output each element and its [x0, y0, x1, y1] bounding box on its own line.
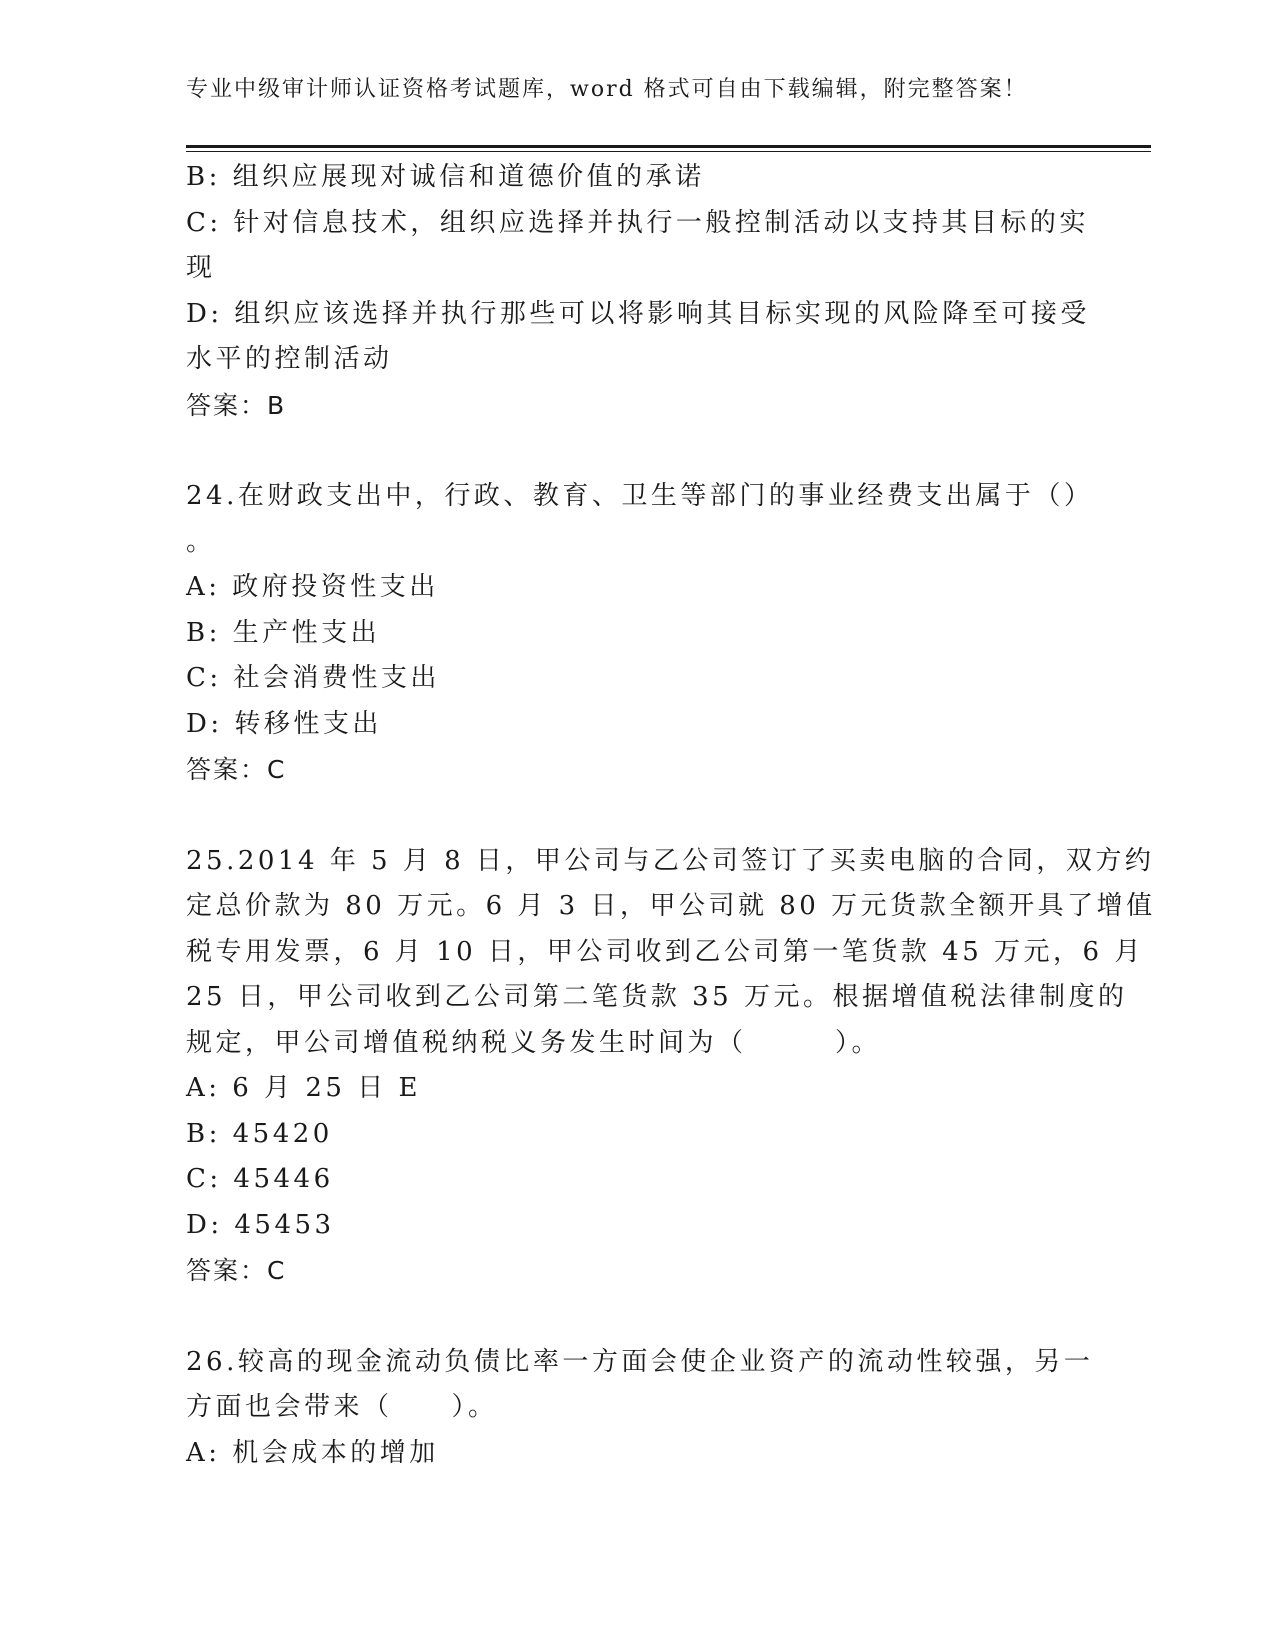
q25-stem-line4: 25 日，甲公司收到乙公司第二笔货款 35 万元。根据增值税法律制度的: [186, 982, 1128, 1012]
q26-stem-line2: 方面也会带来（ ）。: [186, 1392, 498, 1422]
q24-stem-line1: 24.在财政支出中，行政、教育、卫生等部门的事业经费支出属于（）: [186, 481, 1094, 511]
q25-option-c: C: 45446: [186, 1164, 334, 1194]
q25-stem-line3: 税专用发票，6 月 10 日，甲公司收到乙公司第一笔货款 45 万元，6 月: [186, 936, 1144, 967]
header-rule-thick: [186, 145, 1151, 148]
question-23: [186, 155, 1090, 428]
q25-stem-line5: 规定，甲公司增值税纳税义务发生时间为（ ）。: [186, 1027, 882, 1058]
spacer: [186, 428, 1086, 474]
q23-option-d-line2: 水平的控制活动: [186, 344, 393, 374]
q25-stem-line2: 定总价款为 80 万元。6 月 3 日，甲公司就 80 万元货款全额开具了增值: [186, 891, 1156, 921]
q25-stem-line1: 25.2014 年 5 月 8 日，甲公司与乙公司签订了买卖电脑的合同，双方约: [186, 845, 1155, 876]
q24-stem-line2: 。: [186, 526, 216, 557]
q25-option-a: A: 6 月 25 日 E: [186, 1073, 421, 1103]
q24-option-d: D: 转移性支出: [186, 708, 382, 739]
q23-option-c-line1: C: 针对信息技术，组织应选择并执行一般控制活动以支持其目标的实: [186, 207, 1089, 238]
q25-option-d: D: 45453: [186, 1209, 335, 1240]
q26-stem-line1: 26.较高的现金流动负债比率一方面会使企业资产的流动性较强，另一: [186, 1346, 1094, 1377]
q25-option-b: B: 45420: [186, 1118, 333, 1149]
page-header: 专业中级审计师认证资格考试题库，word 格式可自由下载编辑，附完整答案！: [186, 77, 1028, 102]
question-24: [186, 474, 1094, 793]
q25-answer: 答案：C: [186, 1256, 287, 1285]
header-rule-thin: [186, 151, 1151, 152]
spacer: [186, 1294, 1086, 1340]
q24-option-c: C: 社会消费性支出: [186, 663, 440, 693]
question-26: [186, 1340, 1094, 1477]
question-content: [186, 155, 1156, 1476]
question-25: [186, 839, 1156, 1294]
q24-option-a: A: 政府投资性支出: [186, 572, 439, 602]
q23-answer: 答案：B: [186, 390, 287, 420]
spacer: [186, 793, 1086, 839]
q26-option-a: A: 机会成本的增加: [186, 1437, 439, 1468]
q24-answer: 答案：C: [186, 755, 287, 784]
q23-option-c-line2: 现: [186, 253, 216, 283]
q24-option-b: B: 生产性支出: [186, 617, 381, 648]
q23-option-b: B: 组织应展现对诚信和道德价值的承诺: [186, 162, 705, 192]
q23-option-d-line1: D: 组织应该选择并执行那些可以将影响其目标实现的风险降至可接受: [186, 298, 1090, 329]
